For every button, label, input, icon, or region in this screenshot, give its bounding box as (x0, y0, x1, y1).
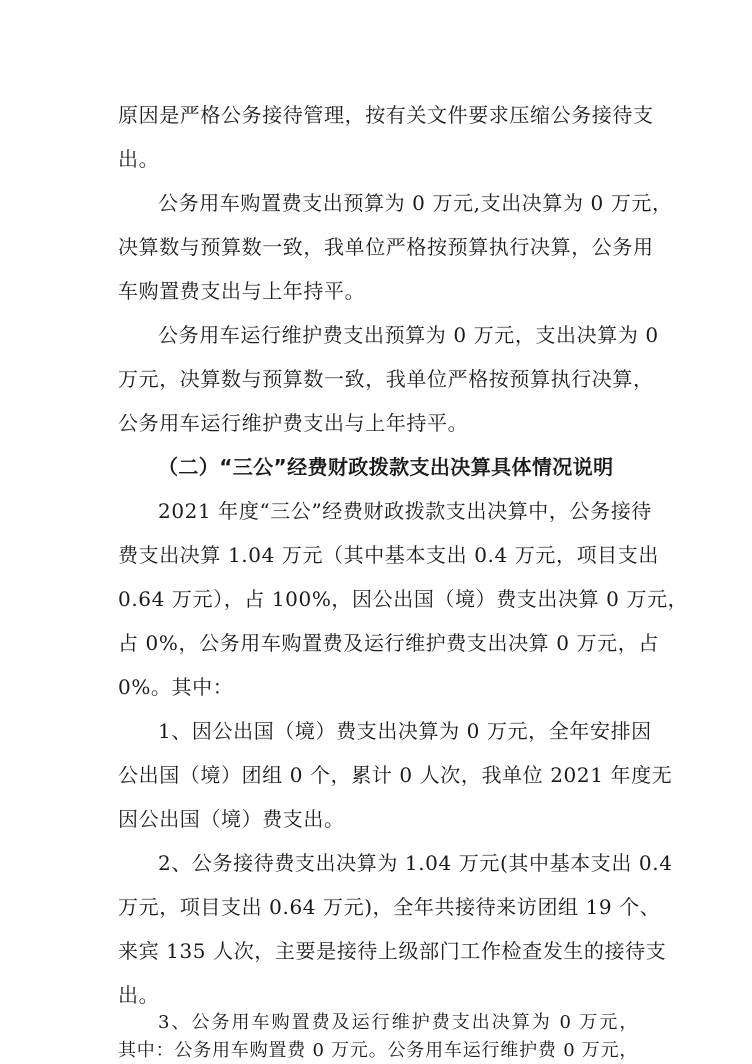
text-line-3: 公务用车购置费支出预算为 0 万元,支出决算为 0 万元， (158, 191, 673, 215)
section-heading: （二）“三公”经费财政拨款支出决算具体情况说明 (158, 455, 614, 479)
text-line-12: 0.64 万元），占 100%，因公出国（境）费支出决算 0 万元， (118, 587, 689, 611)
text-line-22: 3、公务用车购置费及运行维护费支出决算为 0 万元， (158, 1012, 638, 1033)
text-line-23: 其中：公务用车购置费 0 万元。公务用车运行维护费 0 万元， (118, 1040, 638, 1061)
text-line-11: 费支出决算 1.04 万元（其中基本支出 0.4 万元，项目支出 (118, 543, 659, 567)
text-line-21: 出。 (118, 983, 160, 1007)
text-line-19: 万元，项目支出 0.64 万元)，全年共接待来访团组 19 个、 (118, 895, 661, 919)
text-line-17: 因公出国（境）费支出。 (118, 807, 345, 831)
text-line-1: 原因是严格公务接待管理，按有关文件要求压缩公务接待支 (118, 103, 654, 127)
text-line-20: 来宾 135 人次，主要是接待上级部门工作检查发生的接待支 (118, 939, 667, 963)
text-line-14: 0%。其中： (118, 675, 234, 699)
text-line-16: 公出国（境）团组 0 个，累计 0 人次，我单位 2021 年度无 (118, 763, 673, 787)
text-line-7: 万元，决算数与预算数一致，我单位严格按预算执行决算， (118, 367, 654, 391)
text-line-18: 2、公务接待费支出决算为 1.04 万元(其中基本支出 0.4 (158, 851, 673, 875)
text-line-15: 1、因公出国（境）费支出决算为 0 万元，全年安排因 (158, 719, 652, 743)
text-line-6: 公务用车运行维护费支出预算为 0 万元，支出决算为 0 (158, 323, 659, 347)
text-line-4: 决算数与预算数一致，我单位严格按预算执行决算，公务用 (118, 235, 654, 259)
text-line-5: 车购置费支出与上年持平。 (118, 279, 366, 303)
text-line-2: 出。 (118, 147, 160, 171)
text-line-10: 2021 年度“三公”经费财政拨款支出决算中，公务接待 (158, 499, 652, 523)
text-line-13: 占 0%，公务用车购置费及运行维护费支出决算 0 万元，占 (118, 631, 659, 655)
text-line-8: 公务用车运行维护费支出与上年持平。 (118, 411, 469, 435)
